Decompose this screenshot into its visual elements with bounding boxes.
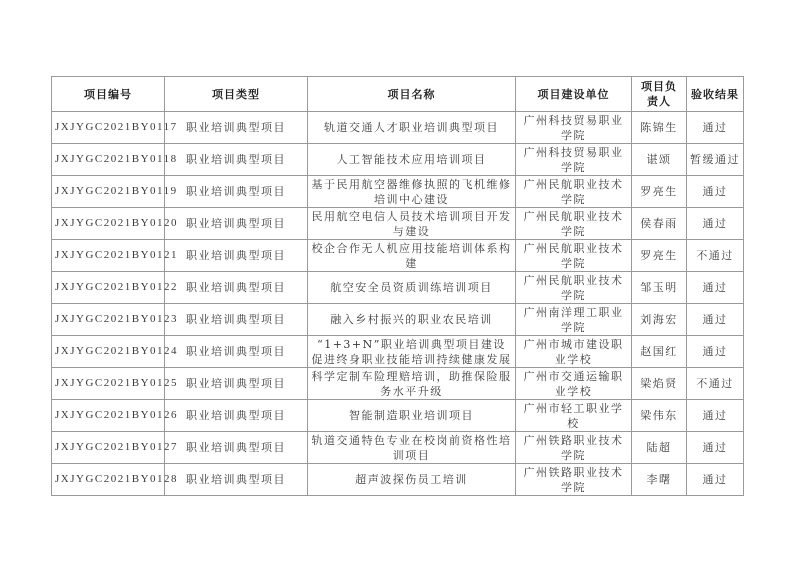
cell-acceptance-result: 通过 (687, 112, 744, 144)
cell-project-name: 轨道交通人才职业培训典型项目 (308, 112, 516, 144)
cell-project-lead: 赵国红 (632, 336, 687, 368)
cell-project-code: JXJYGC2021BY0120 (52, 208, 165, 240)
cell-project-name: 融入乡村振兴的职业农民培训 (308, 304, 516, 336)
cell-project-name: 人工智能技术应用培训项目 (308, 144, 516, 176)
cell-project-code: JXJYGC2021BY0118 (52, 144, 165, 176)
cell-project-code: JXJYGC2021BY0123 (52, 304, 165, 336)
cell-project-code: JXJYGC2021BY0127 (52, 432, 165, 464)
cell-project-name: 航空安全员资质训练培训项目 (308, 272, 516, 304)
cell-project-type: 职业培训典型项目 (165, 400, 308, 432)
table-header-row (52, 77, 744, 112)
cell-project-name: 基于民用航空器维修执照的飞机维修培训中心建设 (308, 176, 516, 208)
cell-project-lead: 刘海宏 (632, 304, 687, 336)
cell-project-lead: 邹玉明 (632, 272, 687, 304)
cell-project-name: 民用航空电信人员技术培训项目开发与建设 (308, 208, 516, 240)
header-project-code: 项目编号 (52, 77, 165, 112)
cell-acceptance-result: 通过 (687, 304, 744, 336)
cell-acceptance-result: 通过 (687, 176, 744, 208)
cell-project-type: 职业培训典型项目 (165, 432, 308, 464)
cell-project-unit: 广州市城市建设职业学校 (516, 336, 632, 368)
table-row (52, 208, 744, 240)
cell-project-lead: 侯春雨 (632, 208, 687, 240)
cell-project-code: JXJYGC2021BY0122 (52, 272, 165, 304)
cell-project-lead: 罗亮生 (632, 176, 687, 208)
cell-project-unit: 广州民航职业技术学院 (516, 272, 632, 304)
table-row (52, 432, 744, 464)
header-acceptance-result: 验收结果 (687, 77, 744, 112)
cell-project-lead: 陆超 (632, 432, 687, 464)
cell-project-name: 轨道交通特色专业在校岗前资格性培训项目 (308, 432, 516, 464)
table-row (52, 272, 744, 304)
table-row (52, 176, 744, 208)
cell-project-lead: 梁伟东 (632, 400, 687, 432)
cell-project-code: JXJYGC2021BY0128 (52, 464, 165, 496)
cell-project-lead: 谌颂 (632, 144, 687, 176)
cell-project-type: 职业培训典型项目 (165, 368, 308, 400)
cell-acceptance-result: 通过 (687, 432, 744, 464)
cell-project-unit: 广州南洋理工职业学院 (516, 304, 632, 336)
cell-project-lead: 陈锦生 (632, 112, 687, 144)
cell-project-name: “1+3+N”职业培训典型项目建设促进终身职业技能培训持续健康发展 (308, 336, 516, 368)
cell-project-lead: 李曙 (632, 464, 687, 496)
cell-project-unit: 广州民航职业技术学院 (516, 240, 632, 272)
cell-project-code: JXJYGC2021BY0126 (52, 400, 165, 432)
table-row (52, 304, 744, 336)
cell-project-unit: 广州科技贸易职业学院 (516, 144, 632, 176)
table-row (52, 368, 744, 400)
cell-project-type: 职业培训典型项目 (165, 208, 308, 240)
cell-project-type: 职业培训典型项目 (165, 464, 308, 496)
header-project-type: 项目类型 (165, 77, 308, 112)
cell-project-unit: 广州铁路职业技术学院 (516, 464, 632, 496)
table-row (52, 112, 744, 144)
cell-project-lead: 梁焰贤 (632, 368, 687, 400)
header-project-unit: 项目建设单位 (516, 77, 632, 112)
cell-project-type: 职业培训典型项目 (165, 144, 308, 176)
header-project-lead: 项目负责人 (632, 77, 687, 112)
cell-acceptance-result: 通过 (687, 464, 744, 496)
cell-project-name: 科学定制车险理赔培训，助推保险服务水平升级 (308, 368, 516, 400)
cell-project-name: 超声波探伤员工培训 (308, 464, 516, 496)
cell-acceptance-result: 通过 (687, 208, 744, 240)
cell-project-code: JXJYGC2021BY0124 (52, 336, 165, 368)
cell-acceptance-result: 通过 (687, 272, 744, 304)
cell-project-lead: 罗亮生 (632, 240, 687, 272)
header-project-name: 项目名称 (308, 77, 516, 112)
table-row (52, 400, 744, 432)
cell-project-unit: 广州科技贸易职业学院 (516, 112, 632, 144)
cell-project-unit: 广州市交通运输职业学校 (516, 368, 632, 400)
table-row (52, 336, 744, 368)
project-acceptance-table (51, 76, 744, 496)
cell-project-name: 智能制造职业培训项目 (308, 400, 516, 432)
cell-acceptance-result: 不通过 (687, 368, 744, 400)
cell-acceptance-result: 通过 (687, 400, 744, 432)
cell-project-type: 职业培训典型项目 (165, 272, 308, 304)
cell-project-unit: 广州民航职业技术学院 (516, 176, 632, 208)
cell-acceptance-result: 暂缓通过 (687, 144, 744, 176)
cell-project-name: 校企合作无人机应用技能培训体系构建 (308, 240, 516, 272)
table-row (52, 144, 744, 176)
table-row (52, 464, 744, 496)
cell-acceptance-result: 不通过 (687, 240, 744, 272)
cell-project-type: 职业培训典型项目 (165, 336, 308, 368)
cell-project-type: 职业培训典型项目 (165, 176, 308, 208)
cell-project-code: JXJYGC2021BY0125 (52, 368, 165, 400)
table-row (52, 240, 744, 272)
cell-project-code: JXJYGC2021BY0117 (52, 112, 165, 144)
cell-project-code: JXJYGC2021BY0121 (52, 240, 165, 272)
cell-project-type: 职业培训典型项目 (165, 240, 308, 272)
cell-project-code: JXJYGC2021BY0119 (52, 176, 165, 208)
cell-project-type: 职业培训典型项目 (165, 304, 308, 336)
cell-project-type: 职业培训典型项目 (165, 112, 308, 144)
cell-project-unit: 广州市轻工职业学校 (516, 400, 632, 432)
cell-project-unit: 广州铁路职业技术学院 (516, 432, 632, 464)
cell-acceptance-result: 通过 (687, 336, 744, 368)
cell-project-unit: 广州民航职业技术学院 (516, 208, 632, 240)
